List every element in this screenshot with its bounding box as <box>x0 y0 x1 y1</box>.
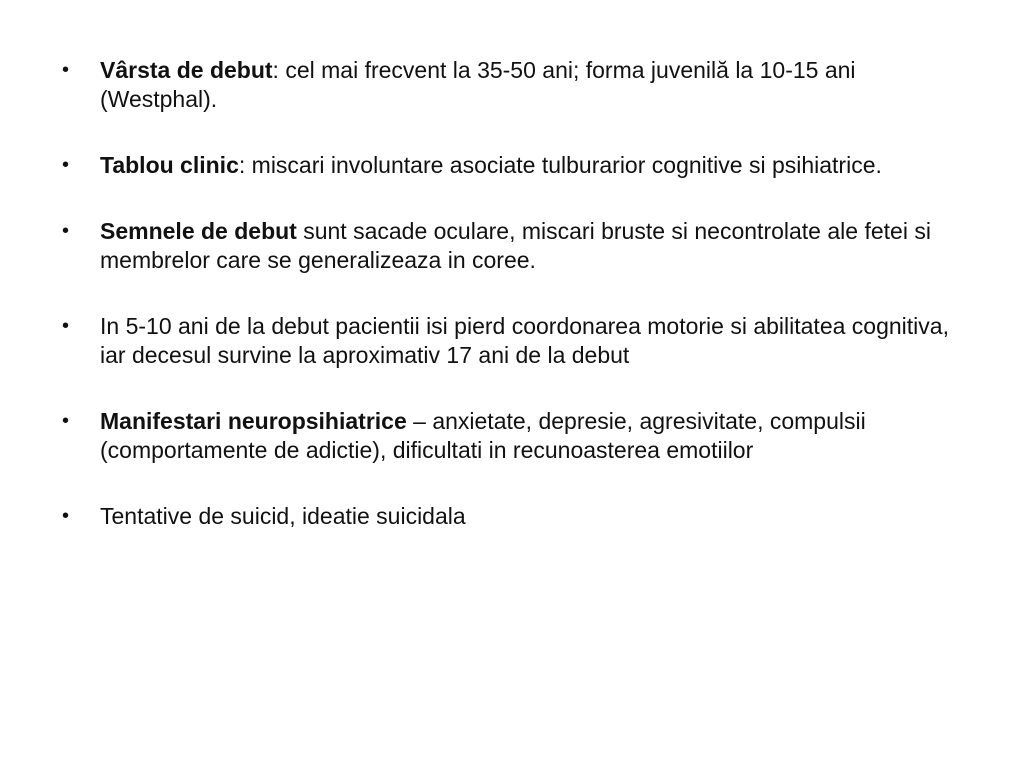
bullet-text <box>100 57 856 112</box>
bullet-text <box>100 218 931 273</box>
bullet-body: : cel mai frecvent la 35-50 ani; forma juvenilă la 10-15 ani (Westphal). <box>100 57 856 112</box>
bullet-item-evolutie <box>62 312 962 370</box>
bullet-bold-label: Vârsta de debut <box>100 57 273 83</box>
bullet-item-varsta-de-debut <box>62 56 962 114</box>
bullet-item-semnele-de-debut <box>62 217 962 275</box>
bullet-item-tablou-clinic <box>62 151 962 180</box>
bullet-text <box>100 408 866 463</box>
bullet-bold-label: Tablou clinic <box>100 152 239 178</box>
bullet-body: sunt sacade oculare, miscari bruste si necontrolate ale fetei si membrelor care se generalizeaza in coree. <box>100 218 931 273</box>
bullet-text <box>100 152 882 178</box>
bullet-text <box>100 503 466 529</box>
bullet-icon: • <box>62 505 70 527</box>
bullet-icon: • <box>62 315 70 337</box>
bullet-item-manifestari-neuropsihiatrice <box>62 407 962 465</box>
bullet-bold-label: Semnele de debut <box>100 218 297 244</box>
bullet-bold-label: Manifestari neuropsihiatrice <box>100 408 407 434</box>
bullet-body: : miscari involuntare asociate tulburarior cognitive si psihiatrice. <box>238 152 882 178</box>
bullet-list <box>62 56 962 568</box>
bullet-icon: • <box>62 154 70 176</box>
bullet-icon: • <box>62 410 70 432</box>
bullet-body: In 5-10 ani de la debut pacientii isi pierd coordonarea motorie si abilitatea cognitiva, iar decesul survine la aproximativ 17 ani de la debut <box>100 313 949 368</box>
bullet-icon: • <box>62 220 70 242</box>
bullet-body: Tentative de suicid, ideatie suicidala <box>100 503 466 529</box>
bullet-icon: • <box>62 59 70 81</box>
bullet-item-tentative-de-suicid <box>62 502 962 531</box>
bullet-text <box>100 313 949 368</box>
bullet-body: – anxietate, depresie, agresivitate, compulsii (comportamente de adictie), dificultati in recunoasterea emotiilor <box>100 408 866 463</box>
